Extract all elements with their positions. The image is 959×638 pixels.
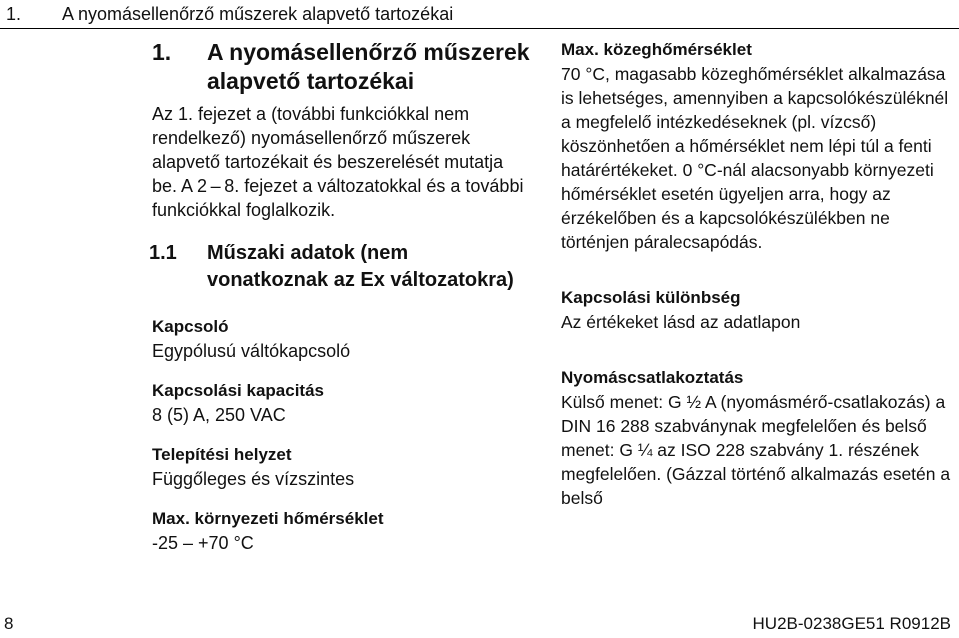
section-heading <box>149 240 532 294</box>
section-number: 1.1 <box>149 242 177 264</box>
spec-label: Kapcsolási különbség <box>561 288 741 307</box>
left-column <box>149 38 532 571</box>
spec-value: Egypólusú váltókapcsoló <box>152 341 351 361</box>
spec-value: -25 – +70 °C <box>152 533 254 553</box>
spec-value: Az értékeket lásd az adatlapon <box>561 312 801 332</box>
spec-value: Külső menet: G ½ A (nyomásmérő-csatlakozás) a DIN 16 288 szabványnak megfelelően és belső menet: G ¼ az ISO 228 szabvány 1. részének megfelelően. (Gázzal történő alkalmazás esetén a belső <box>561 392 951 508</box>
header-chapter-number: 1. <box>6 4 22 24</box>
spec-medium-temperature <box>561 38 953 254</box>
spec-switch <box>152 315 532 363</box>
spec-label: Telepítési helyzet <box>152 445 292 464</box>
right-column <box>561 38 953 542</box>
document-code: HU2B-0238GE51 R0912B <box>752 614 951 633</box>
spec-switching-capacity <box>152 379 532 427</box>
spec-label: Kapcsolási kapacitás <box>152 381 324 400</box>
spec-label: Nyomáscsatlakoztatás <box>561 368 744 387</box>
page-number: 8 <box>4 614 14 633</box>
page-footer <box>0 614 959 638</box>
intro-paragraph: Az 1. fejezet a (további funkciókkal nem rendelkező) nyomásellenőrző műszerek alapvető tartozékait és beszerelését mutatja be. A 2 – 8. fejezet a változatokkal és a további funkciókkal foglalkozik. <box>152 104 524 220</box>
spec-switching-difference <box>561 286 953 334</box>
spec-label: Kapcsoló <box>152 317 229 336</box>
chapter-number: 1. <box>152 39 172 65</box>
spec-value: 8 (5) A, 250 VAC <box>152 405 286 425</box>
spec-value: 70 °C, magasabb közeghőmérséklet alkalmazása is lehetséges, amennyiben a kapcsolókészüléknél a megfelelő intézkedéseknek (pl. vízcső) köszönhetően a hőmérséklet nem lépi túl a fenti határértékeket. 0 °C-nál alacsonyabb környezeti hőmérséklet esetén ügyeljen arra, hogy az érzékelőben és a kapcsolókészülékben ne történjen páralecsapódás. <box>561 64 949 252</box>
header-chapter-title: A nyomásellenőrző műszerek alapvető tartozékai <box>62 4 454 24</box>
chapter-title: A nyomásellenőrző műszerek alapvető tartozékai <box>207 39 530 94</box>
chapter-heading <box>152 38 532 96</box>
spec-label: Max. környezeti hőmérséklet <box>152 509 384 528</box>
spec-installation-position <box>152 443 532 491</box>
spec-pressure-connection <box>561 366 953 510</box>
section-title: Műszaki adatok (nem vonatkoznak az Ex változatokra) <box>207 242 514 291</box>
spec-value: Függőleges és vízszintes <box>152 469 355 489</box>
spec-ambient-temperature <box>152 507 532 555</box>
running-header <box>0 0 959 29</box>
spec-label: Max. közeghőmérséklet <box>561 40 752 59</box>
